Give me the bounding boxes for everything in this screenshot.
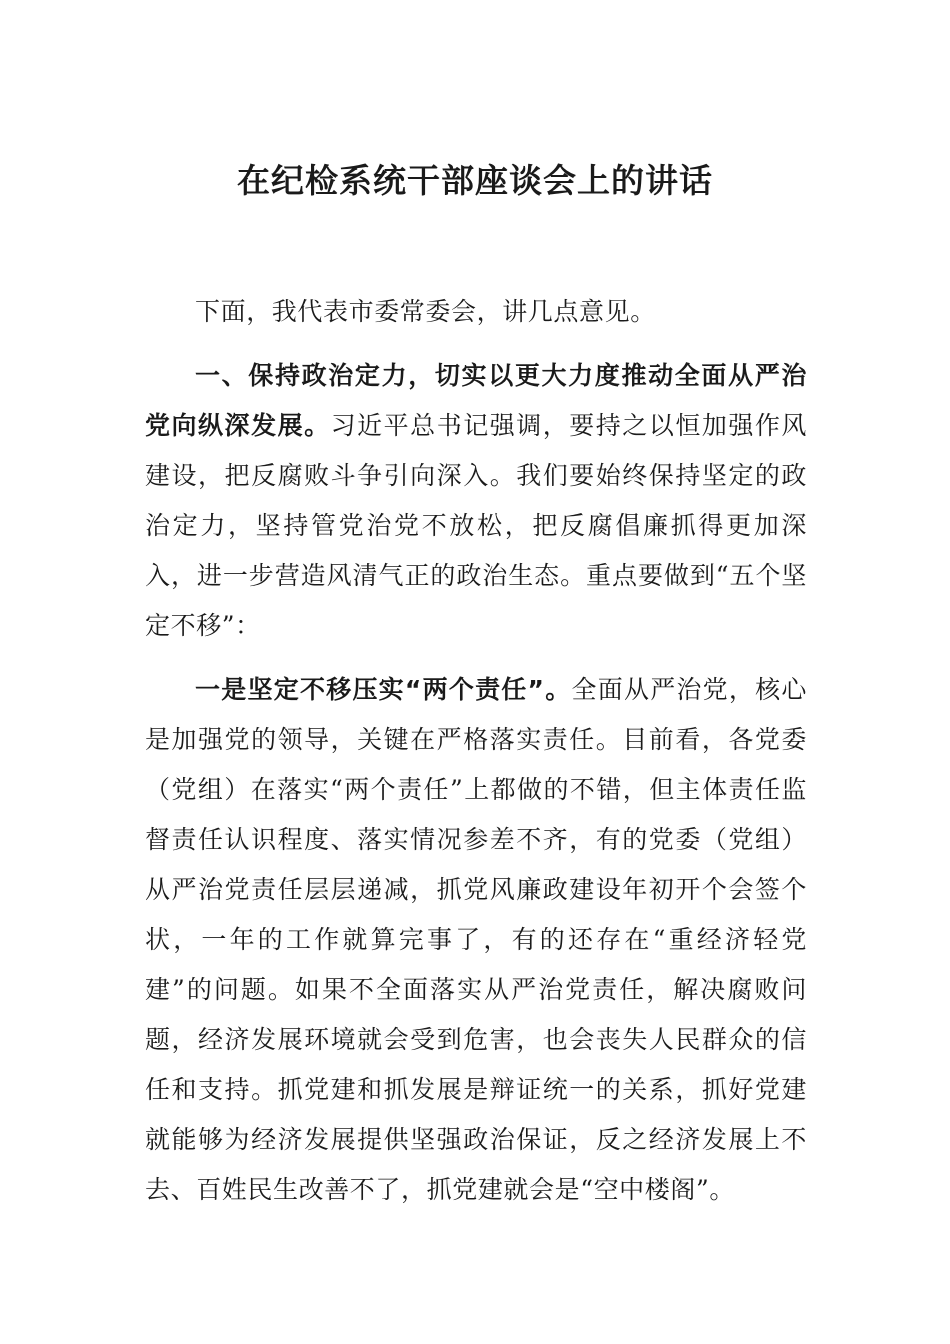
paragraph-lead: 一是坚定不移压实“两个责任”。: [195, 675, 572, 704]
paragraph-section-one: [145, 351, 807, 651]
paragraph-intro: [145, 287, 807, 337]
paragraph-text: 下面，我代表市委常委会，讲几点意见。: [195, 297, 656, 326]
paragraph-text: 全面从严治党，核心是加强党的领导，关键在严格落实责任。目前看，各党委（党组）在落实“两个责任”上都做的不错，但主体责任监督责任认识程度、落实情况参差不齐，有的党委（党组）从严治党责任层层递减，抓党风廉政建设年初开个会签个状，一年的工作就算完事了，有的还存在“重经济轻党建”的问题。如果不全面落实从严治党责任，解决腐败问题，经济发展环境就会受到危害，也会丧失人民群众的信任和支持。抓党建和抓发展是辩证统一的关系，抓好党建就能够为经济发展提供坚强政治保证，反之经济发展上不去、百姓民生改善不了，抓党建就会是“空中楼阁”。: [145, 675, 807, 1204]
paragraph-text: 习近平总书记强调，要持之以恒加强作风建设，把反腐败斗争引向深入。我们要始终保持坚定的政治定力，坚持管党治党不放松，把反腐倡廉抓得更加深入，进一步营造风清气正的政治生态。重点要做到“五个坚定不移”：: [145, 411, 807, 640]
document-body: [145, 287, 807, 1229]
document-title: 在纪检系统干部座谈会上的讲话: [237, 161, 713, 200]
paragraph-point-one: [145, 665, 807, 1215]
paragraph-lead: 一、保持政治定力，切实以更大力度推动全面从严治党向纵深发展。: [145, 361, 807, 440]
